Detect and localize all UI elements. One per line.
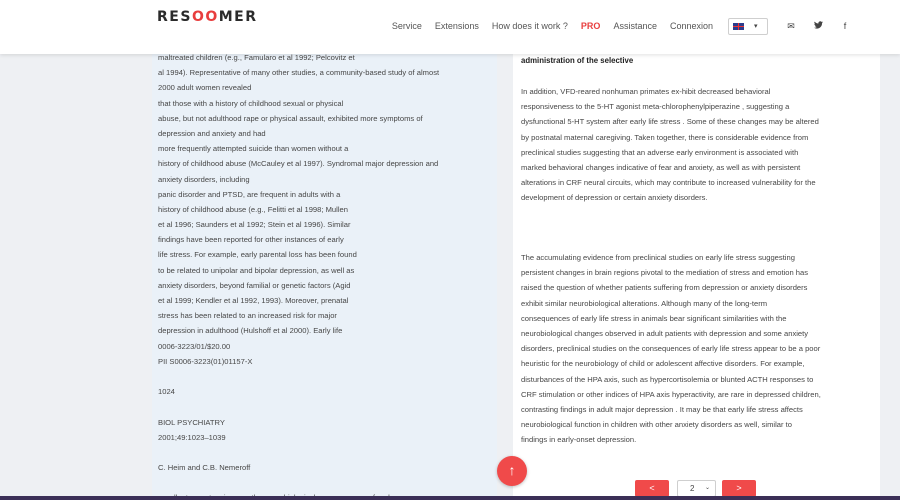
- text-line: more frequently attempted suicide than women without a: [158, 144, 349, 154]
- text-line: 2001;49:1023–1039: [158, 432, 226, 442]
- resoomer-logo[interactable]: [157, 9, 258, 25]
- text-line: [158, 475, 494, 490]
- original-text: [158, 54, 494, 500]
- summary-panel[interactable]: [513, 54, 880, 500]
- text-line: al 1994). Representative of many other studies, a community-based study of almost: [158, 68, 440, 78]
- page-select[interactable]: [677, 480, 716, 497]
- text-line: alterations in CRF neural circuits, which may contribute to increased vulnerability for the: [521, 178, 816, 188]
- text-line: to be related to unipolar and bipolar depression, as well as: [158, 265, 355, 275]
- summary-paragraph-1: [521, 84, 877, 206]
- arrow-up-icon: ↑: [508, 462, 516, 478]
- text-line: neurobiological changes observed in adult patients with depression and some anxiety: [521, 328, 809, 338]
- prev-page-button[interactable]: <: [635, 480, 669, 497]
- text-line: anxiety disorders, including: [158, 174, 250, 184]
- next-page-button[interactable]: >: [722, 480, 756, 497]
- text-line: 1024: [158, 387, 175, 397]
- uk-flag-icon: [733, 23, 744, 30]
- text-line: disorders, preclinical studies on the consequences of early life stress appear to be a poor: [521, 344, 821, 354]
- language-select[interactable]: [728, 18, 768, 35]
- text-line: [158, 445, 494, 460]
- text-line: findings in early-onset depression.: [521, 435, 637, 445]
- text-line: The accumulating evidence from preclinical studies on early life stress suggesting: [521, 253, 795, 262]
- text-line: marked behavioral changes indicative of fear and anxiety, as well as with persistent: [521, 162, 801, 172]
- text-line: anxiety disorders, beyond familial or genetic factors (Agid: [158, 280, 351, 290]
- text-line: et al 1996; Saunders et al 1992; Stein et al 1996). Similar: [158, 220, 351, 230]
- text-line: history of childhood abuse (e.g., Felitti et al 1998; Mullen: [158, 204, 348, 214]
- nav-extensions[interactable]: Extensions: [434, 21, 479, 31]
- text-line: stress has been related to an increased risk for major: [158, 311, 337, 321]
- nav-assistance[interactable]: Assistance: [613, 21, 657, 31]
- nav-pro[interactable]: PRO: [580, 21, 601, 31]
- text-line: persistent changes in brain regions pivotal to the mediation of stress and emotion has: [521, 268, 809, 278]
- text-line: 2000 adult women revealed: [158, 83, 252, 93]
- text-line: BIOL PSYCHIATRY: [158, 417, 225, 427]
- text-line: consequences of early life stress in animals bear significant similarities with the: [521, 313, 787, 323]
- chevron-down-icon: ▾: [754, 23, 758, 30]
- top-header: [0, 0, 900, 54]
- text-line: C. Heim and C.B. Nemeroff: [158, 463, 251, 473]
- summary-heading: administration of the selective: [521, 56, 634, 65]
- text-line: responsiveness to the 5-HT agonist meta-chlorophenylpiperazine , suggesting a: [521, 102, 790, 112]
- nav-connexion[interactable]: Connexion: [669, 21, 713, 31]
- email-icon[interactable]: ✉: [787, 20, 795, 31]
- text-line: exhibit similar neurobiological alterations. Although many of the long-term: [521, 298, 768, 308]
- text-line: findings have been reported for other instances of early: [158, 235, 344, 245]
- text-line: abuse, but not adulthood rape or physical assault, exhibited more symptoms of: [158, 113, 423, 123]
- text-line: dysfunctional 5-HT system after early life stress . Some of these changes may be altered: [521, 117, 819, 127]
- text-line: by postnatal maternal caregiving. Taken together, there is considerable evidence from: [521, 132, 809, 142]
- original-text-panel[interactable]: [152, 54, 497, 500]
- text-line: contrasting findings in adult major depression . It may be that early life stress affects: [521, 404, 803, 414]
- logo-part-3: MER: [218, 9, 258, 25]
- text-line: depression in adulthood (Hulshoff et al 2000). Early life: [158, 326, 343, 336]
- text-line: panic disorder and PTSD, are frequent in adults with a: [158, 189, 341, 199]
- text-line: [158, 369, 494, 384]
- text-line: CRF stimulation or other indices of HPA axis hyperactivity, are rare in depressed children,: [521, 389, 821, 399]
- chevron-down-icon: ⌄: [704, 485, 710, 491]
- page-number: 2: [690, 484, 695, 493]
- logo-part-2: OO: [191, 9, 219, 25]
- text-line: et al 1999; Kendler et al 1992, 1993). Moreover, prenatal: [158, 296, 349, 305]
- text-line: PII S0006-3223(01)01157-X: [158, 356, 253, 366]
- nav-service[interactable]: Service: [391, 21, 422, 31]
- text-line: 0006-3223/01/$20.00: [158, 341, 231, 351]
- text-line: development of depression or certain anxiety disorders.: [521, 193, 708, 203]
- text-line: depression and anxiety and had: [158, 128, 266, 138]
- text-line: raised the question of whether patients suffering from depression or anxiety disorders: [521, 283, 808, 293]
- text-line: disturbances of the HPA axis, such as hypercortisolemia or blunted ACTH responses to: [521, 374, 814, 384]
- text-line: maltreated children (e.g., Famularo et al 1992; Pelcovitz et: [158, 54, 355, 62]
- text-line: neurobiological function in children with other anxiety disorders as well, similar to: [521, 420, 792, 430]
- twitter-icon[interactable]: [813, 21, 823, 31]
- text-line: heuristic for the neurobiology of child or adolescent affective disorders. For example,: [521, 359, 805, 369]
- bottom-bar: [0, 496, 900, 500]
- logo-part-1: RES: [157, 9, 192, 25]
- text-line: [158, 399, 494, 414]
- scroll-to-top-button[interactable]: [497, 456, 527, 486]
- main-nav: [392, 17, 900, 35]
- text-line: preclinical studies suggesting that an adverse early environment is associated with: [521, 147, 799, 157]
- text-line: life stress. For example, early parental loss has been found: [158, 250, 357, 260]
- text-line: In addition, VFD-reared nonhuman primates ex-hibit decreased behavioral: [521, 87, 771, 96]
- text-line: that those with a history of childhood sexual or physical: [158, 98, 344, 108]
- summary-paragraph-2: [521, 250, 877, 447]
- text-line: history of childhood abuse (McCauley et al 1997). Syndromal major depression and: [158, 159, 439, 169]
- facebook-icon[interactable]: f: [843, 21, 847, 31]
- nav-how-does-it-work[interactable]: How does it work ?: [491, 21, 568, 31]
